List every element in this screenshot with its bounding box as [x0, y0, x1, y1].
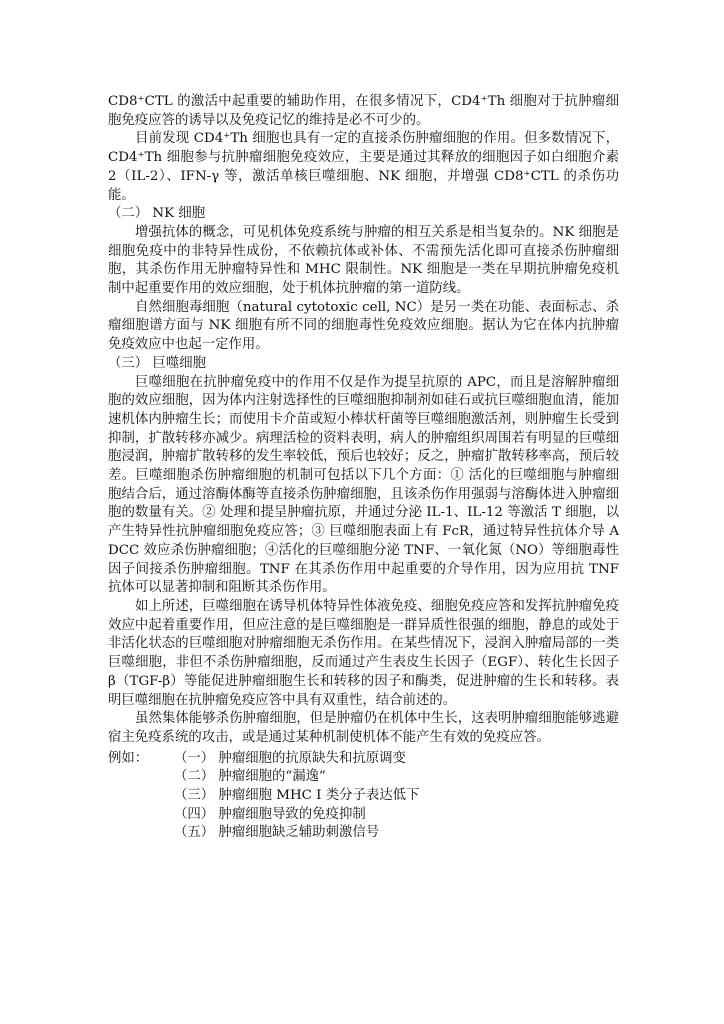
paragraph-macrophage-mechanisms: 巨噬细胞在抗肿瘤免疫中的作用不仅是作为提呈抗原的 APC，而且是溶解肿瘤细胞的效应细胞，因为体内注射选择性的巨噬细胞抑制剂如硅石或抗巨噬细胞血清，能加速机体内肿瘤生长；而使用卡介苗或短小棒状杆菌等巨噬细胞激活剂，则肿瘤生长受到抑制，扩散转移亦减少。病理活检的资料表明，病人的肿瘤组织周围若有明显的巨噬细胞浸润，肿瘤扩散转移的发生率较低，预后也较好；反之，肿瘤扩散转移率高，预后较差。巨噬细胞杀伤肿瘤细胞的机制可包括以下几个方面：① 活化的巨噬细胞与肿瘤细胞结合后，通过溶酶体酶等直接杀伤肿瘤细胞，且该杀伤作用强弱与溶酶体进入肿瘤细胞的数量有关。② 处理和提呈肿瘤抗原，并通过分泌 IL-1、IL-12 等激活 T 细胞，以产生特异性抗肿瘤细胞免疫应答；③ 巨噬细胞表面上有 FcR，通过特异性抗体介导 ADCC 效应杀伤肿瘤细胞；④活化的巨噬细胞分泌 TNF、一氧化氮（NO）等细胞毒性因子间接杀伤肿瘤细胞。TNF 在其杀伤作用中起重要的介导作用，因为应用抗 TNF 抗体可以显著抑制和阻断其杀伤作用。 [108, 374, 619, 596]
list-item-text: （四） 肿瘤细胞导致的免疫抑制 [174, 806, 366, 822]
list-lead-label: 例如： [108, 750, 149, 766]
list-item [108, 824, 619, 843]
paragraph-cd4-direct-killing: 目前发现 CD4⁺Th 细胞也具有一定的直接杀伤肿瘤细胞的作用。但多数情况下，CD4⁺Th 细胞参与抗肿瘤细胞免疫效应，主要是通过其释放的细胞因子如白细胞介素 2（IL-2）、IFN-γ 等，激活单核巨噬细胞、NK 细胞，并增强 CD8⁺CTL 的杀伤功能。 [108, 131, 619, 203]
list-item [108, 750, 619, 769]
section-heading-macrophages: （三） 巨噬细胞 [108, 355, 206, 371]
list-item [108, 806, 619, 825]
paragraph-cd4-helper: CD8⁺CTL 的激活中起重要的辅助作用，在很多情况下，CD4⁺Th 细胞对于抗肿瘤细胞免疫应答的诱导以及免疫记忆的维持是必不可少的。 [108, 94, 619, 128]
list-item-text: （五） 肿瘤细胞缺乏辅助刺激信号 [174, 825, 380, 841]
list-item [108, 787, 619, 806]
list-item-text: （一） 肿瘤细胞的抗原缺失和抗原调变 [174, 750, 406, 766]
document-page [108, 93, 619, 843]
paragraph-tumor-escape: 虽然集体能够杀伤肿瘤细胞，但是肿瘤仍在机体中生长，这表明肿瘤细胞能够逃避宿主免疫系统的攻击，或是通过某种机制使机体不能产生有效的免疫应答。 [108, 711, 619, 745]
list-item [108, 768, 619, 787]
paragraph-nk-cells: 增强抗体的概念，可见机体免疫系统与肿瘤的相互关系是相当复杂的。NK 细胞是细胞免疫中的非特异性成份，不依赖抗体或补体、不需预先活化即可直接杀伤肿瘤细胞，其杀伤作用无肿瘤特异性和 MHC 限制性。NK 细胞是一类在早期抗肿瘤免疫机制中起重要作用的效应细胞，处于机体抗肿瘤的第一道防线。 [108, 224, 619, 297]
escape-mechanism-list [108, 750, 619, 844]
paragraph-macrophage-duality: 如上所述，巨噬细胞在诱导机体特异性体液免疫、细胞免疫应答和发挥抗肿瘤免疫效应中起着重要作用，但应注意的是巨噬细胞是一群异质性很强的细胞，静息的或处于非活化状态的巨噬细胞对肿瘤细胞无杀伤作用。在某些情况下，浸润入肿瘤局部的一类巨噬细胞，非但不杀伤肿瘤细胞，反而通过产生表皮生长因子（EGF）、转化生长因子 β（TGF-β）等能促进肿瘤细胞生长和转移的因子和酶类，促进肿瘤的生长和转移。表明巨噬细胞在抗肿瘤免疫应答中具有双重性，结合前述的。 [108, 598, 619, 708]
list-item-text: （三） 肿瘤细胞 MHC I 类分子表达低下 [174, 788, 420, 804]
list-item-text: （二） 肿瘤细胞的“漏逸” [174, 769, 326, 785]
section-heading-nk-cells: （二） NK 细胞 [108, 206, 206, 222]
paragraph-nc-cells: 自然细胞毒细胞（natural cytotoxic cell, NC）是另一类在功能、表面标志、杀瘤细胞谱方面与 NK 细胞有所不同的细胞毒性免疫效应细胞。据认为它在体内抗肿瘤免疫效应中也起一定作用。 [108, 299, 619, 353]
